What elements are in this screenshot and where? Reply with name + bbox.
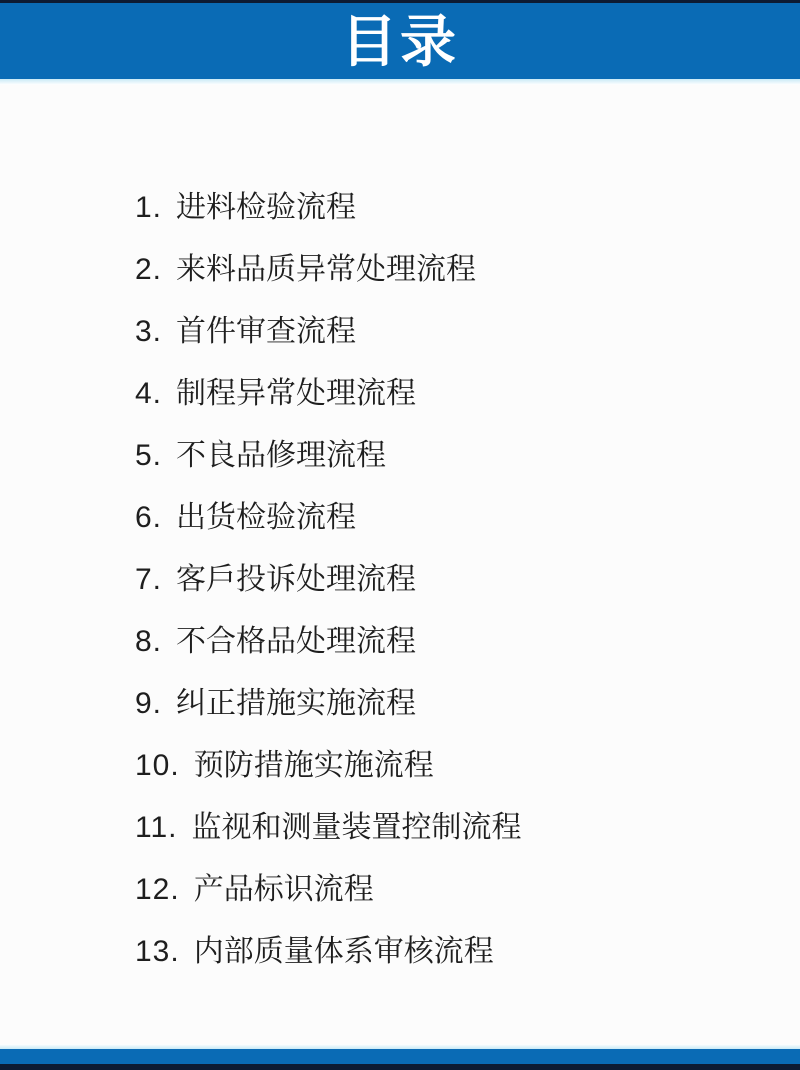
toc-item-number: 12.	[135, 873, 180, 906]
toc-item	[135, 937, 760, 967]
toc-item	[135, 379, 760, 409]
footer-bar	[0, 1049, 800, 1064]
toc-item-label: 不良品修理流程	[176, 439, 387, 472]
toc-item	[135, 503, 760, 533]
toc-item-number: 13.	[135, 935, 180, 968]
toc-item-label: 内部质量体系审核流程	[193, 935, 494, 968]
toc-item-label: 来料品质异常处理流程	[176, 253, 477, 286]
toc-item	[135, 255, 760, 285]
toc-item-number: 2.	[135, 253, 163, 286]
toc-item-label: 不合格品处理流程	[176, 625, 417, 658]
toc-item-label: 客戶投诉处理流程	[176, 563, 417, 596]
toc-item-label: 预防措施实施流程	[193, 749, 434, 782]
toc-item	[135, 193, 760, 223]
toc-item-label: 监视和测量装置控制流程	[191, 811, 522, 844]
toc-item	[135, 441, 760, 471]
toc-item-number: 11.	[135, 811, 178, 844]
toc-item-label: 出货检验流程	[176, 501, 357, 534]
toc-item-label: 产品标识流程	[193, 873, 374, 906]
toc-item-number: 10.	[135, 749, 180, 782]
toc-item-number: 1.	[135, 191, 163, 224]
toc-item-label: 首件审查流程	[176, 315, 357, 348]
toc-item-label: 进料检验流程	[176, 191, 357, 224]
toc-item-number: 7.	[135, 563, 163, 596]
toc-item-number: 6.	[135, 501, 163, 534]
toc-item	[135, 565, 760, 595]
page-title: 目录	[341, 10, 459, 73]
toc-item	[135, 875, 760, 905]
toc-item	[135, 689, 760, 719]
toc-item-label: 纠正措施实施流程	[176, 687, 417, 720]
toc-item-label: 制程异常处理流程	[176, 377, 417, 410]
toc-list	[135, 193, 760, 999]
toc-item	[135, 317, 760, 347]
toc-item-number: 9.	[135, 687, 163, 720]
toc-item	[135, 751, 760, 781]
toc-item-number: 8.	[135, 625, 163, 658]
toc-item	[135, 813, 760, 843]
toc-item-number: 5.	[135, 439, 163, 472]
toc-item-number: 4.	[135, 377, 163, 410]
toc-item-number: 3.	[135, 315, 163, 348]
toc-item	[135, 627, 760, 657]
footer-dark-strip	[0, 1064, 800, 1070]
header-bottom-edge	[0, 79, 800, 85]
header-bar	[0, 0, 800, 79]
